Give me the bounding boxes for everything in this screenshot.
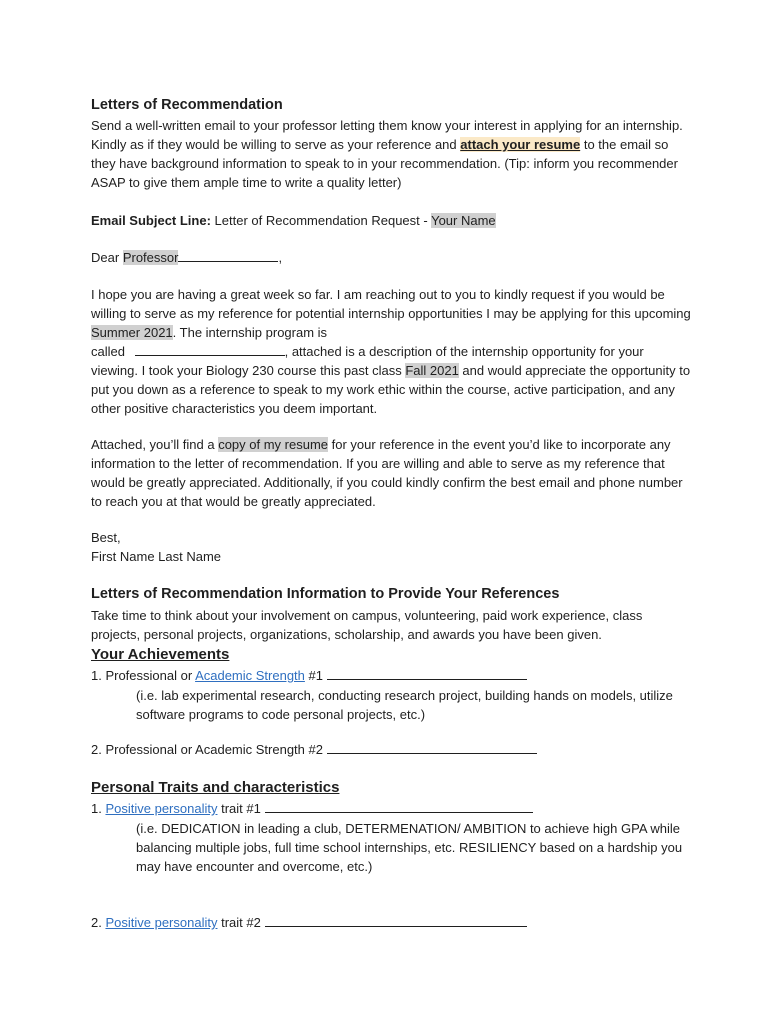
achievement-item-2 (91, 740, 691, 759)
signature-name: First Name Last Name (91, 549, 222, 564)
section2-description: Take time to think about your involvement on campus, volunteering, paid work experience, class projects, personal projects, organizations, scholarship, and awards you have been given. (91, 608, 643, 642)
p1-text-a: I hope you are having a great week so far. I am reaching out to you to kindly request if you would be willing to serve as my reference for potential internship opportunities I may be applying for this upcoming (91, 287, 691, 321)
internship-name-blank (135, 343, 285, 356)
salutation (91, 248, 691, 267)
salutation-comma: , (278, 250, 283, 265)
p1-text-c: , attached is a description of the internship opportunity for your viewing. I took your Biology 230 course this past class (91, 344, 644, 378)
attach-resume-highlight: attach your resume (460, 137, 581, 152)
achievement-item-1 (91, 666, 691, 724)
achievement-2-blank (327, 741, 537, 754)
p1-text-d: and would appreciate the opportunity to put you down as a reference to speak to my work ethic within the course, active participation, and any other positive characteristics you deem important. (91, 363, 691, 416)
achievement-1-prefix: 1. Professional or (91, 668, 196, 683)
section-title-letters: Letters of Recommendation (91, 97, 283, 113)
p1-text-b: . The internship program is (172, 325, 328, 340)
professor-name-blank (178, 249, 278, 262)
intro-text-part2: to the email so they have background information to speak to in your recommendation. (Tip: inform you recommender ASAP to give them ample time to write a quality letter) (91, 137, 678, 190)
closing-word: Best, (91, 530, 121, 545)
email-body-paragraph-1 (91, 285, 691, 418)
subject-name-placeholder: Your Name (431, 213, 496, 228)
p1-called: called (91, 344, 125, 359)
achievement-1-suffix: #1 (304, 668, 323, 683)
trait-1-note: (i.e. DEDICATION in leading a club, DETERMENATION/ AMBITION to achieve high GPA while balancing multiple jobs, full time school internships, etc. RESILIENCY based on a hardship you may have encounter and overcome, etc.) (136, 821, 683, 874)
salutation-professor: Professor (122, 250, 179, 265)
positive-personality-link-2[interactable]: Positive personality (105, 915, 218, 930)
email-subject-line (91, 211, 691, 230)
trait-1-suffix: trait #1 (217, 801, 261, 816)
trait-1-blank (265, 800, 533, 813)
achievement-1-note: (i.e. lab experimental research, conducting research project, building hands on models, utilize software programs to code personal projects, etc.) (136, 688, 673, 722)
trait-2-number: 2. (91, 915, 106, 930)
trait-1-number: 1. (91, 801, 106, 816)
closing (91, 528, 691, 566)
p2-text-b: for your reference in the event you’d like to incorporate any information to the letter of recommendation. If you are willing and able to serve as my reference that would be greatly appreciated. Additionally, if you could kindly confirm the best email and phone number to reach you at that would be greatly appreciated. (91, 437, 683, 509)
class-term-highlight: Fall 2021 (405, 363, 459, 378)
trait-2-blank (265, 914, 527, 927)
achievements-heading: Your Achievements (91, 646, 230, 663)
achievement-2-text: 2. Professional or Academic Strength #2 (91, 742, 323, 757)
trait-item-1 (91, 799, 691, 876)
section-title-information: Letters of Recommendation Information to Provide Your References (91, 586, 560, 602)
p2-text-a: Attached, you’ll find a (91, 437, 219, 452)
term-highlight: Summer 2021 (91, 325, 173, 340)
academic-strength-link[interactable]: Academic Strength (195, 668, 305, 683)
achievement-1-blank (327, 667, 527, 680)
intro-paragraph (91, 116, 691, 192)
email-body-paragraph-2 (91, 435, 691, 511)
subject-label: Email Subject Line: (91, 213, 211, 228)
traits-heading: Personal Traits and characteristics (91, 779, 340, 796)
copy-resume-highlight: copy of my resume (218, 437, 329, 452)
positive-personality-link-1[interactable]: Positive personality (105, 801, 218, 816)
subject-text: Letter of Recommendation Request - (214, 213, 432, 228)
intro-text-part1: Send a well-written email to your professor letting them know your interest in applying for an internship. Kindly as if they would be willing to serve as your reference and (91, 118, 683, 152)
salutation-dear: Dear (91, 250, 120, 265)
trait-item-2 (91, 913, 691, 932)
trait-2-suffix: trait #2 (217, 915, 261, 930)
